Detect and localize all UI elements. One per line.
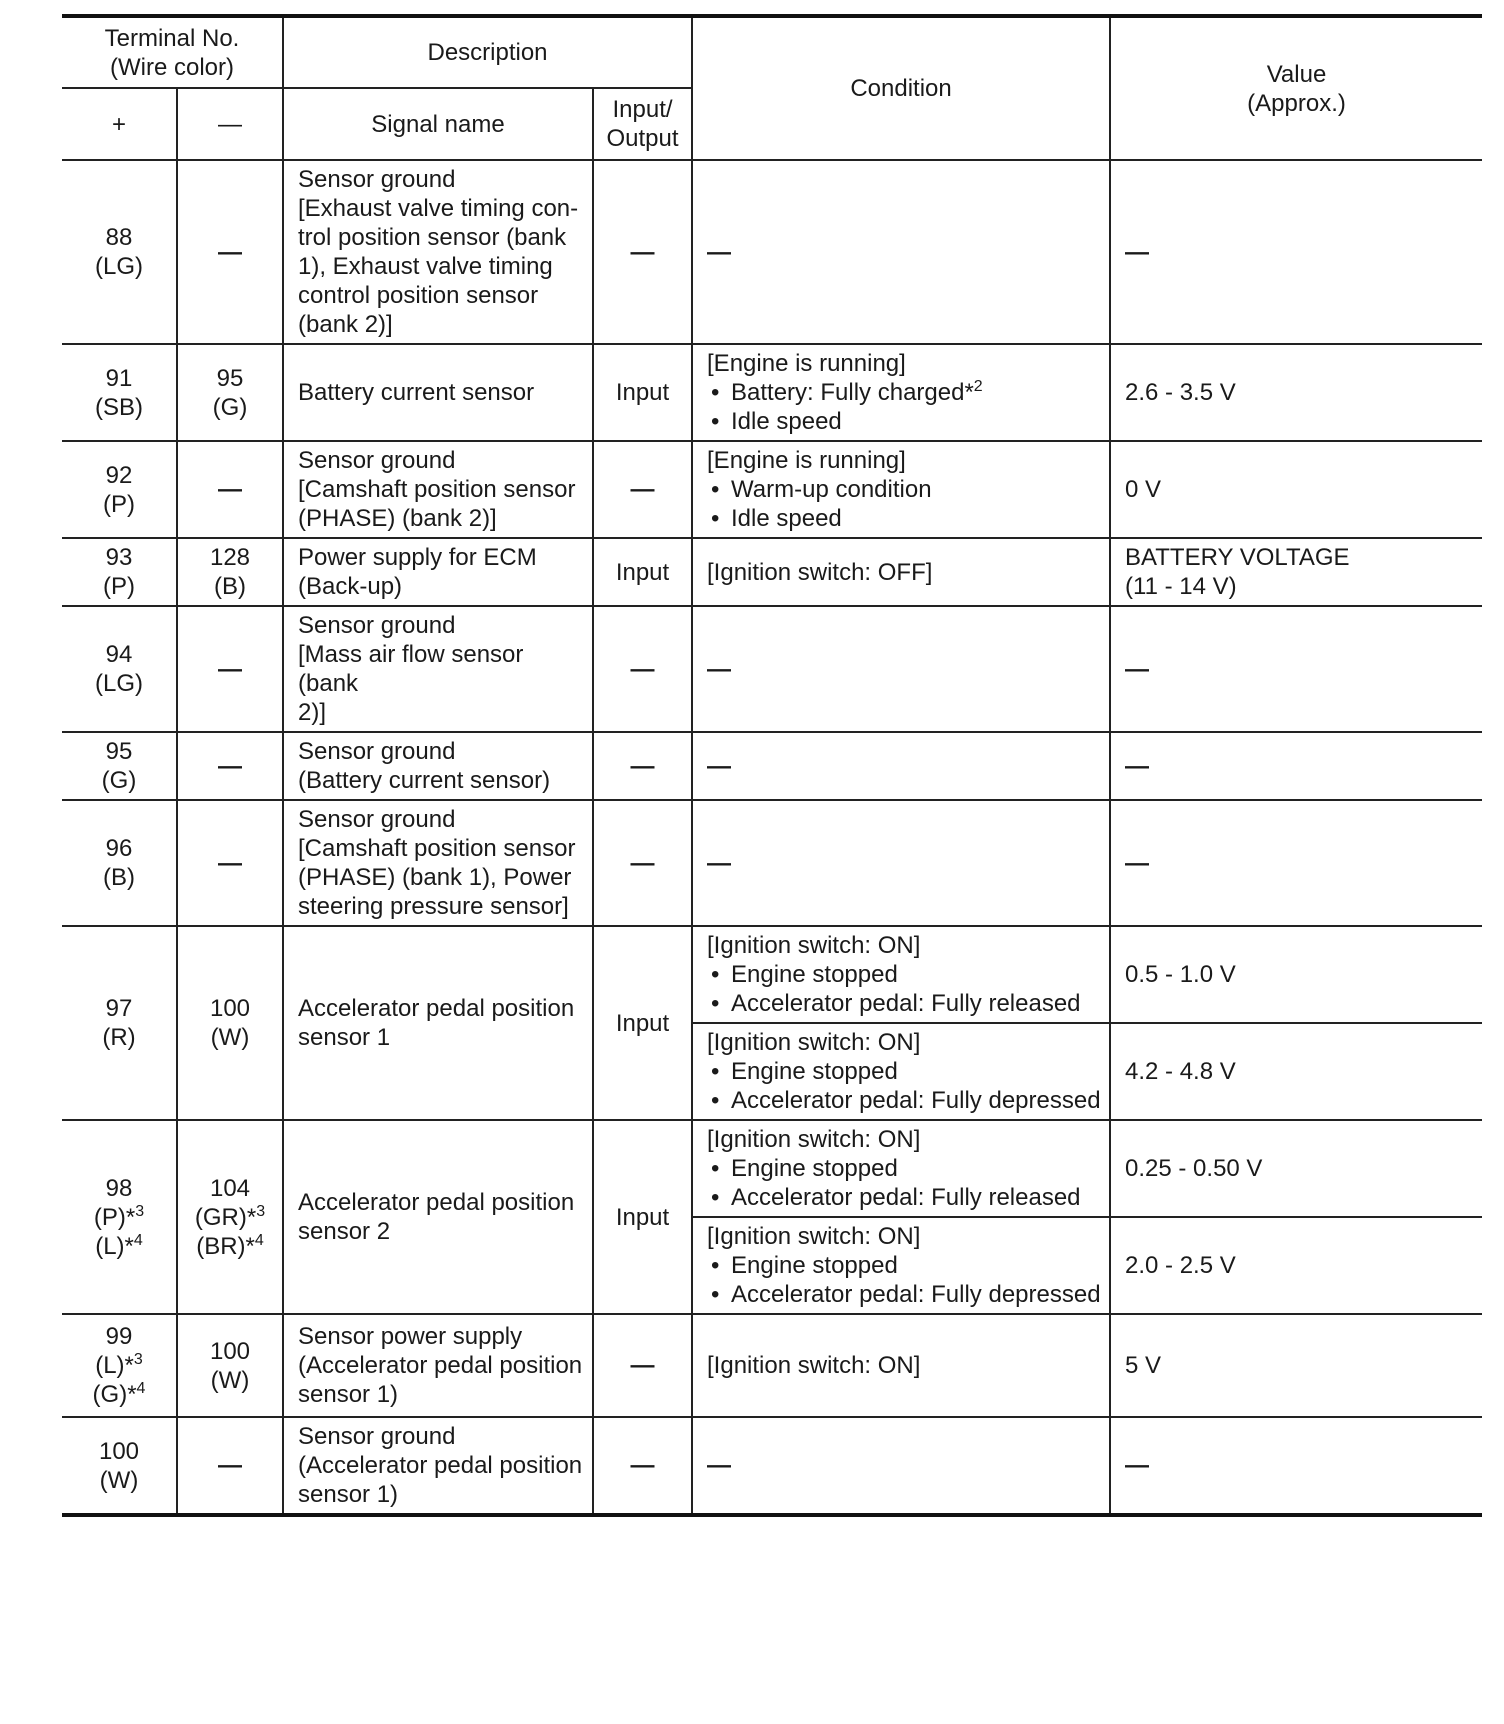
condition-cell	[692, 1314, 1110, 1417]
table-row	[62, 344, 1482, 441]
condition-bullet: • Accelerator pedal: Fully released	[707, 989, 1101, 1018]
condition-cell	[692, 1417, 1110, 1515]
condition-bullet: • Warm-up condition	[707, 475, 1101, 504]
table-row	[62, 538, 1482, 606]
terminal-minus: —	[177, 1417, 283, 1515]
header-input-output: Input/ Output	[593, 88, 692, 160]
header-terminal: Terminal No. (Wire color)	[62, 16, 283, 88]
table-row	[62, 926, 1482, 1023]
input-output: —	[593, 160, 692, 344]
condition-cell	[692, 160, 1110, 344]
value-cell: 5 V	[1110, 1314, 1482, 1417]
condition-bullet: • Engine stopped	[707, 960, 1101, 989]
header-description: Description	[283, 16, 692, 88]
signal-name: Sensor ground [Exhaust valve timing con- trol position sensor (bank 1), Exhaust valve timing control position sensor (bank 2)]	[283, 160, 593, 344]
input-output: —	[593, 800, 692, 926]
value-cell: —	[1110, 606, 1482, 732]
header-condition: Condition	[692, 16, 1110, 160]
condition-bullet: • Accelerator pedal: Fully depressed	[707, 1280, 1101, 1309]
table-row	[62, 732, 1482, 800]
table-row	[62, 441, 1482, 538]
input-output: Input	[593, 538, 692, 606]
value-cell: —	[1110, 1417, 1482, 1515]
condition-cell	[692, 1217, 1110, 1314]
condition-cell	[692, 441, 1110, 538]
value-cell: 0.5 - 1.0 V	[1110, 926, 1482, 1023]
condition-cell	[692, 800, 1110, 926]
condition-title: [Ignition switch: ON]	[707, 1352, 921, 1379]
condition-title: —	[707, 655, 732, 683]
terminal-plus: 94 (LG)	[62, 606, 177, 732]
condition-bullet: • Accelerator pedal: Fully depressed	[707, 1086, 1101, 1115]
condition-bullet: • Idle speed	[707, 504, 1101, 533]
ecm-terminal-table	[62, 14, 1482, 1517]
terminal-minus: —	[177, 800, 283, 926]
terminal-plus: 93 (P)	[62, 538, 177, 606]
signal-name: Sensor ground [Camshaft position sensor (PHASE) (bank 1), Power steering pressure sensor]	[283, 800, 593, 926]
input-output: Input	[593, 926, 692, 1120]
signal-name: Sensor power supply (Accelerator pedal position sensor 1)	[283, 1314, 593, 1417]
terminal-minus: —	[177, 606, 283, 732]
value-cell: —	[1110, 160, 1482, 344]
terminal-plus: 96 (B)	[62, 800, 177, 926]
condition-bullet: • Battery: Fully charged*$^2$	[707, 378, 1101, 407]
input-output: Input	[593, 344, 692, 441]
terminal-plus: 88 (LG)	[62, 160, 177, 344]
condition-cell	[692, 732, 1110, 800]
condition-cell	[692, 344, 1110, 441]
table-row	[62, 800, 1482, 926]
input-output: —	[593, 606, 692, 732]
condition-title: [Engine is running]	[707, 350, 906, 377]
terminal-minus: —	[177, 160, 283, 344]
table-row	[62, 606, 1482, 732]
header-minus: —	[177, 88, 283, 160]
table-header	[62, 16, 1482, 160]
condition-bullet: • Engine stopped	[707, 1251, 1101, 1280]
terminal-plus: 97 (R)	[62, 926, 177, 1120]
terminal-plus: 98 (P)*$^3$ (L)*$^4$	[62, 1120, 177, 1314]
header-signal-name: Signal name	[283, 88, 593, 160]
input-output: —	[593, 732, 692, 800]
value-cell: 2.0 - 2.5 V	[1110, 1217, 1482, 1314]
terminal-minus: 95 (G)	[177, 344, 283, 441]
condition-bullet: • Engine stopped	[707, 1057, 1101, 1086]
signal-name: Sensor ground [Camshaft position sensor (PHASE) (bank 2)]	[283, 441, 593, 538]
signal-name: Sensor ground (Battery current sensor)	[283, 732, 593, 800]
terminal-minus: —	[177, 732, 283, 800]
condition-title: [Ignition switch: ON]	[707, 1029, 921, 1056]
condition-title: [Engine is running]	[707, 447, 906, 474]
condition-title: —	[707, 1452, 732, 1479]
terminal-minus: 100 (W)	[177, 926, 283, 1120]
signal-name: Sensor ground (Accelerator pedal position sensor 1)	[283, 1417, 593, 1515]
signal-name: Accelerator pedal position sensor 1	[283, 926, 593, 1120]
condition-title: —	[707, 849, 732, 877]
signal-name: Accelerator pedal position sensor 2	[283, 1120, 593, 1314]
condition-cell	[692, 606, 1110, 732]
terminal-plus: 91 (SB)	[62, 344, 177, 441]
header-value: Value (Approx.)	[1110, 16, 1482, 160]
table-row	[62, 1417, 1482, 1515]
condition-bullet: • Accelerator pedal: Fully released	[707, 1183, 1101, 1212]
condition-cell	[692, 1120, 1110, 1217]
terminal-plus: 99 (L)*$^3$ (G)*$^4$	[62, 1314, 177, 1417]
terminal-minus: 128 (B)	[177, 538, 283, 606]
condition-title: [Ignition switch: ON]	[707, 932, 921, 959]
input-output: —	[593, 441, 692, 538]
condition-title: —	[707, 752, 732, 780]
value-cell: —	[1110, 732, 1482, 800]
table-row	[62, 1314, 1482, 1417]
value-cell: BATTERY VOLTAGE (11 - 14 V)	[1110, 538, 1482, 606]
terminal-minus: —	[177, 441, 283, 538]
value-cell: —	[1110, 800, 1482, 926]
terminal-plus: 92 (P)	[62, 441, 177, 538]
terminal-minus: 104 (GR)*$^3$ (BR)*$^4$	[177, 1120, 283, 1314]
value-cell: 4.2 - 4.8 V	[1110, 1023, 1482, 1120]
value-cell: 0 V	[1110, 441, 1482, 538]
condition-title: —	[707, 238, 732, 266]
condition-title: [Ignition switch: OFF]	[707, 558, 933, 586]
condition-cell	[692, 926, 1110, 1023]
condition-bullet: • Engine stopped	[707, 1154, 1101, 1183]
condition-title: [Ignition switch: ON]	[707, 1223, 921, 1250]
signal-name: Sensor ground [Mass air flow sensor (bank 2)]	[283, 606, 593, 732]
table-body	[62, 160, 1482, 1515]
signal-name: Battery current sensor	[283, 344, 593, 441]
terminal-plus: 95 (G)	[62, 732, 177, 800]
condition-cell	[692, 1023, 1110, 1120]
condition-bullet: • Idle speed	[707, 407, 1101, 436]
header-plus: +	[62, 88, 177, 160]
table-row	[62, 1120, 1482, 1217]
terminal-plus: 100 (W)	[62, 1417, 177, 1515]
value-cell: 2.6 - 3.5 V	[1110, 344, 1482, 441]
condition-title: [Ignition switch: ON]	[707, 1126, 921, 1153]
terminal-minus: 100 (W)	[177, 1314, 283, 1417]
table-row	[62, 160, 1482, 344]
input-output: —	[593, 1417, 692, 1515]
input-output: —	[593, 1314, 692, 1417]
condition-cell	[692, 538, 1110, 606]
input-output: Input	[593, 1120, 692, 1314]
signal-name: Power supply for ECM (Back-up)	[283, 538, 593, 606]
value-cell: 0.25 - 0.50 V	[1110, 1120, 1482, 1217]
